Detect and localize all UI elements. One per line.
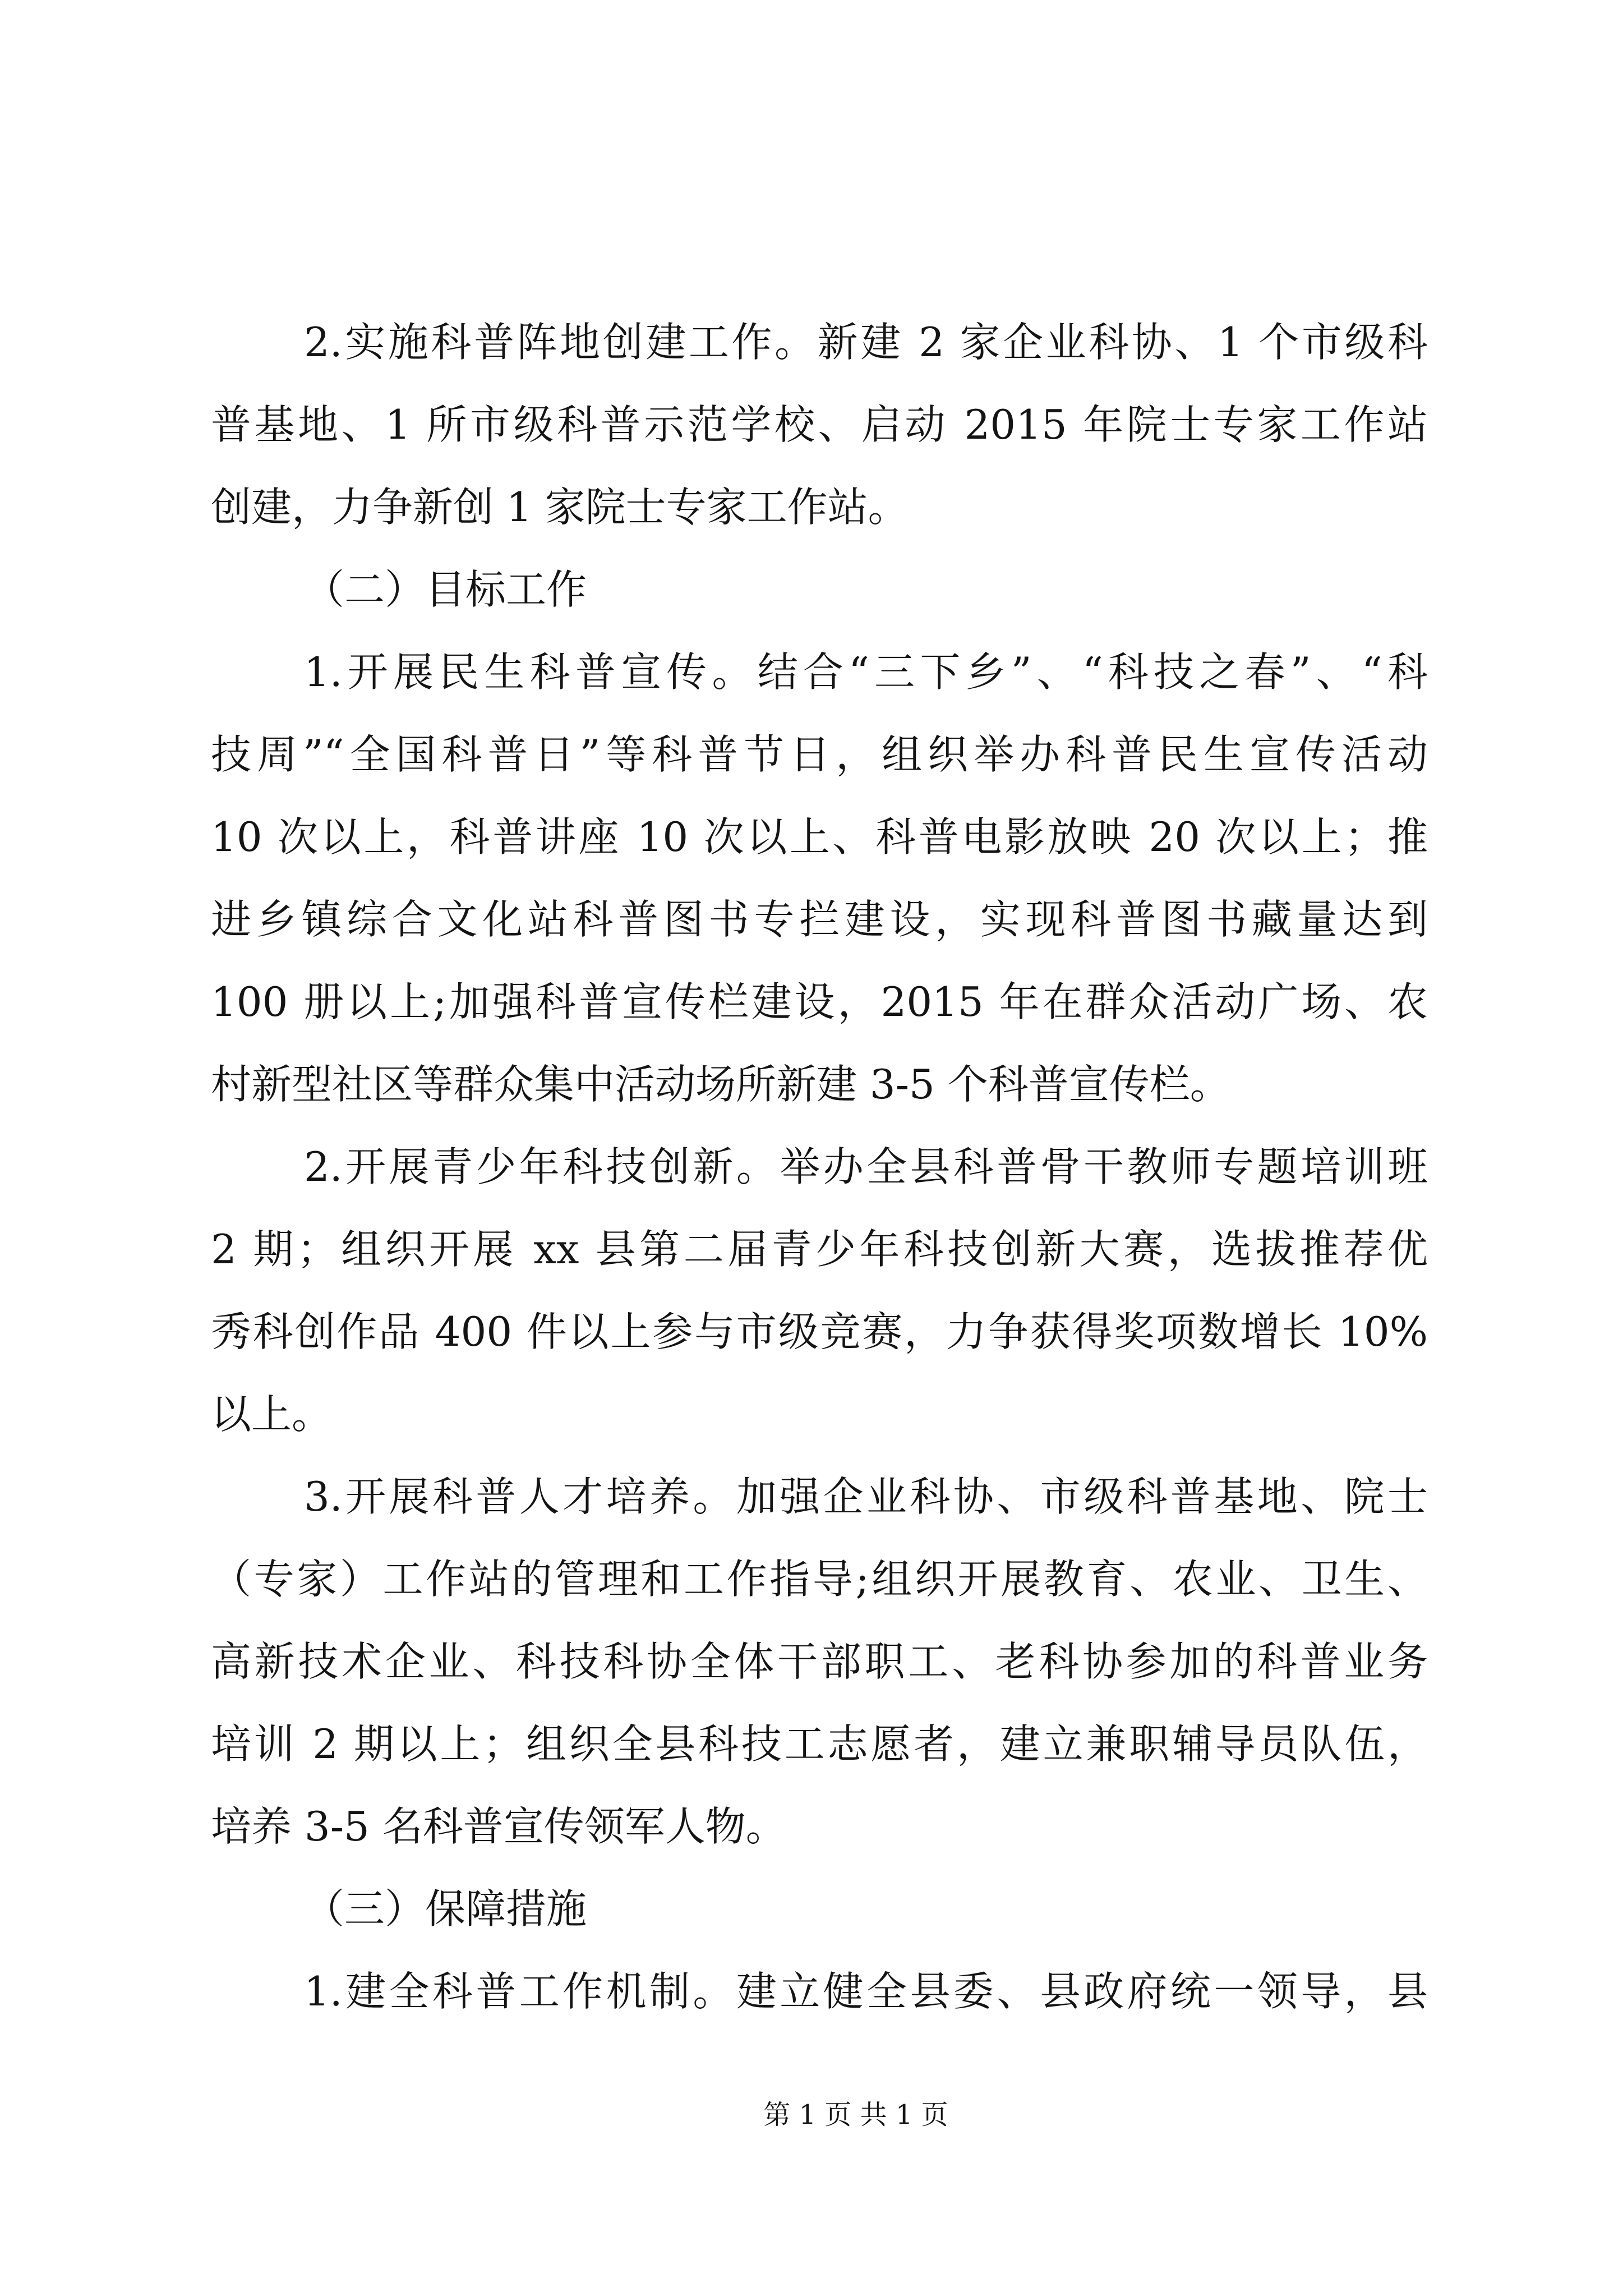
section-heading: （二）目标工作 [304,566,587,613]
paragraph-line: 进乡镇综合文化站科普图书专拦建设，实现科普图书藏量达到 [211,896,1428,943]
section-heading: （三）保障措施 [304,1885,587,1932]
paragraph-line: 2.开展青少年科技创新。举办全县科普骨干教师专题培训班 [304,1143,1428,1190]
paragraph-line: 10 次以上，科普讲座 10 次以上、科普电影放映 20 次以上；推 [211,813,1428,861]
paragraph-line: 普基地、1 所市级科普示范学校、启动 2015 年院士专家工作站 [211,401,1428,448]
paragraph-line: 100 册以上;加强科普宣传栏建设，2015 年在群众活动广场、农 [211,978,1428,1025]
document-body [211,301,1428,2033]
paragraph-line: 高新技术企业、科技科协全体干部职工、老科协参加的科普业务 [211,1638,1428,1685]
paragraph-line: 创建，力争新创 1 家院士专家工作站。 [211,484,909,531]
paragraph [211,301,1428,549]
paragraph [211,1950,1428,2033]
page-footer: 第 1 页 共 1 页 [763,2099,948,2131]
paragraph-line: 村新型社区等群众集中活动场所新建 3-5 个科普宣传栏。 [211,1061,1230,1108]
paragraph [211,1126,1428,1456]
paragraph-line: 以上。 [211,1391,333,1438]
paragraph-line: （专家）工作站的管理和工作指导;组织开展教育、农业、卫生、 [211,1556,1428,1603]
paragraph-line: 1.开展民生科普宣传。结合“三下乡”、“科技之春”、“科 [304,648,1428,696]
paragraph-line: 3.开展科普人才培养。加强企业科协、市级科普基地、院士 [304,1473,1428,1520]
paragraph-line: 培训 2 期以上；组织全县科技工志愿者，建立兼职辅导员队伍， [211,1720,1428,1768]
paragraph [211,631,1428,1126]
paragraph-line: 秀科创作品 400 件以上参与市级竞赛，力争获得奖项数增长 10% [211,1308,1428,1355]
paragraph-line: 2 期；组织开展 xx 县第二届青少年科技创新大赛，选拔推荐优 [211,1226,1428,1273]
paragraph-line: 2.实施科普阵地创建工作。新建 2 家企业科协、1 个市级科 [304,319,1428,366]
paragraph-line: 培养 3-5 名科普宣传领军人物。 [211,1803,786,1850]
paragraph [211,1456,1428,1868]
paragraph-line: 技周”“全国科普日”等科普节日，组织举办科普民生宣传活动 [211,731,1428,778]
paragraph-line: 1.建全科普工作机制。建立健全县委、县政府统一领导，县 [304,1968,1428,2015]
